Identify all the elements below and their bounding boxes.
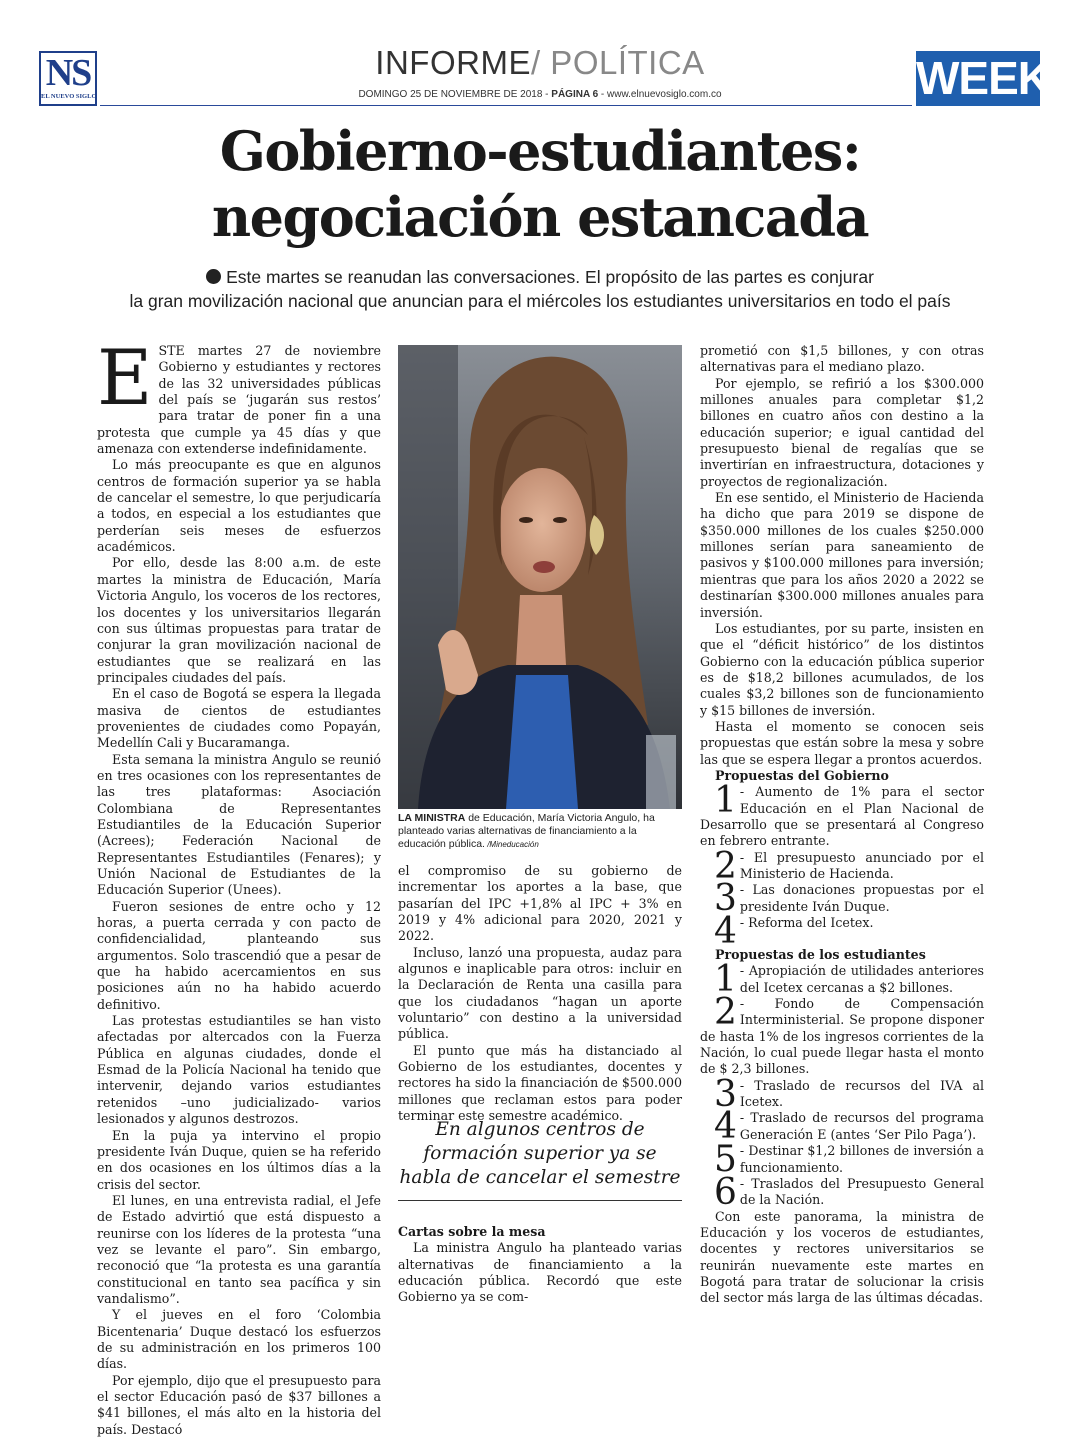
column-3 — [700, 343, 984, 1307]
item-text: - Fondo de Compensación Interministerial. Se propone disponer de hasta 1% de los ingresos corrientes de la Nación, lo cual puede llegar hasta el monto de $ 2,3 billones. — [700, 996, 984, 1077]
list-item — [700, 845, 984, 887]
caption-text: de Educación, María Victoria Angulo, ha planteado varias alternativas de financiamiento a la educación pública. — [398, 812, 655, 850]
student-proposals-list — [700, 959, 984, 1213]
section-subname: / POLÍTICA — [530, 44, 705, 81]
paragraph: En ese sentido, el Ministerio de Hacienda ha dicho que para 2019 se dispone de $350.000 millones de los cuales $250.000 millones serían para saneamiento de pasivos y $100.000 millones para inversión; mientras que para los años 2020 a 2022 se destinarían $300.000 millones anuales para inversión. — [700, 490, 984, 620]
item-text: - Traslados del Presupuesto General de la Nación. — [739, 1175, 984, 1208]
column-2 — [398, 863, 682, 1125]
item-text: - Las donaciones propuestas por el presidente Iván Duque. — [739, 882, 984, 914]
list-item — [700, 1073, 984, 1115]
bullet-dot-icon — [206, 269, 221, 284]
masthead-rule — [100, 105, 912, 106]
item-number: 4 — [714, 1106, 737, 1148]
item-number: 3 — [714, 1073, 737, 1115]
list-item — [700, 1106, 984, 1148]
caption-lead: LA MINISTRA — [398, 812, 466, 824]
dek-line-1: Este martes se reanudan las conversaciones. El propósito de las partes es conjurar — [226, 267, 874, 287]
item-text: - El presupuesto anunciado por el Ministerio de Hacienda. — [739, 849, 984, 881]
section-name: INFORME — [375, 44, 531, 81]
item-text: - Traslado de recursos del programa Generación E (antes ‘Ser Pilo Paga’). — [739, 1110, 984, 1142]
paragraph: El punto que más ha distanciado al Gobierno de los estudiantes, docentes y rectores ha sido la financiación de $500.000 millones que reclaman estos para poder terminar este semestre académico. — [398, 1042, 682, 1124]
item-number: 1 — [714, 780, 737, 822]
logo-ns-name: EL NUEVO SIGLO — [41, 93, 97, 100]
lead-paragraph — [97, 333, 381, 457]
list-item — [700, 911, 984, 953]
column-1 — [97, 333, 381, 1438]
paragraph: prometió con $1,5 billones, y con otras alternativas para el mediano plazo. — [700, 343, 984, 375]
list-item — [700, 1171, 984, 1213]
paragraph: En la puja ya intervino el propio presidente Iván Duque, quien se ha referido en dos ocasiones en los últimos días a la crisis del sector. — [97, 1127, 381, 1192]
paragraph: Y el jueves en el foro ‘Colombia Bicentenaria’ Duque destacó los esfuerzos de su administración en los primeros 100 días. — [97, 1307, 381, 1372]
paragraph: Las protestas estudiantiles se han visto afectadas por altercados con la Fuerza Pública en algunas ciudades, donde el Esmad de la Policía Nacional ha tenido que intervenir, dejando varios estudiantes retenidos –uno judicializado- varios lesionados y algunos destrozos. — [97, 1013, 381, 1127]
paragraph: Por ejemplo, se refirió a los $300.000 millones anuales para completar $1,2 billones en cuatro años con destino a la educación superior; e igual cantidad del presupuesto bienal de regalías que se invertirían en infraestructura, dotaciones y proyectos de regionalización. — [700, 375, 984, 489]
item-number: 4 — [714, 911, 737, 953]
item-number: 2 — [714, 845, 737, 887]
paragraph: Por ejemplo, dijo que el presupuesto para el sector Educación pasó de $37 billones a $41 billones, el más alto en la historia del país. Destacó — [97, 1372, 381, 1437]
government-proposals-list — [700, 780, 984, 953]
week-logo[interactable]: WEEK — [916, 52, 1050, 104]
paragraph: Incluso, lanzó una propuesta, audaz para algunos e inaplicable para otros: incluir en la Declaración de Renta una casilla para que los ciudadanos “hagan un aporte voluntario” con destino a la universidad pública. — [398, 944, 682, 1042]
government-proposals-title: Propuestas del Gobierno — [715, 767, 889, 783]
pull-quote: En algunos centros de formación superior ya se habla de cancelar el semestre — [398, 1118, 682, 1201]
dek-line-2: la gran movilización nacional que anuncian para el miércoles los estudiantes universitarios en todo el país — [129, 291, 951, 311]
student-proposals-title: Propuestas de los estudiantes — [715, 947, 926, 963]
item-text: - Reforma del Icetex. — [739, 915, 874, 931]
photo-caption — [398, 812, 682, 851]
list-item — [700, 878, 984, 920]
headline-line-1: Gobierno-estudiantes: — [219, 119, 861, 183]
item-number: 5 — [714, 1139, 737, 1181]
article-dek — [80, 265, 1000, 313]
item-text: - Destinar $1,2 billones de inversión a funcionamiento. — [739, 1143, 984, 1175]
paragraph: El lunes, en una entrevista radial, el Jefe de Estado advirtió que está dispuesto a reunirse con los líderes de la protesta “una vez se levante el paro”. Sin embargo, reconoció que “la protesta es una garantía constitucional en tanto sea pacífica y sin vandalismo”. — [97, 1192, 381, 1306]
drop-cap: E — [97, 333, 153, 422]
lead-text: STE martes 27 de noviembre Gobierno y estudiantes y rectores de las 32 universidades públicas del país se ‘jugarán sus restos’ para tratar de poner fin a una protesta que cumple ya 45 días y que amenaza con extenderse indefinidamente. — [97, 343, 381, 457]
item-text: - Traslado de recursos del IVA al Icetex. — [739, 1077, 984, 1110]
paragraph: Fueron sesiones de entre ocho y 12 horas, a puerta cerrada y con pacto de confidencialidad, planteando sus argumentos. Solo trascendió que a pesar de que ha habido acercamientos en sus posiciones aún no ha habido acuerdo definitivo. — [97, 898, 381, 1012]
list-item — [700, 992, 984, 1078]
paragraph: Hasta el momento se conocen seis propuestas que están sobre la mesa y sobre las que se espera llegar a prontos acuerdos. — [700, 718, 984, 767]
paragraph: En el caso de Bogotá se espera la llegada masiva de cientos de estudiantes provenientes de ciudades como Popayán, Medellín Cali y Bucaramanga. — [97, 686, 381, 751]
minister-portrait-image — [398, 345, 682, 809]
section-heading — [200, 44, 880, 82]
paragraph: Lo más preocupante es que en algunos centros de formación superior ya se habla de cancelar el semestre, lo que perjudicaría a todos, en especial a los estudiantes que perderían seis meses de esfuerzos académicos. — [97, 457, 381, 555]
paragraph: Los estudiantes, por su parte, insisten en que el “déficit histórico” de los distintos Gobierno con la educación pública superior es de $18,2 billones acumulados, de los cuales $3,2 billones son de funcionamiento y $15 billones de inversión. — [700, 620, 984, 718]
paragraph: Esta semana la ministra Angulo se reunió en tres ocasiones con los representantes de las tres plataformas: Asociación Colombiana de Representantes Estudiantiles de la Educación Superior (Acrees); Federación Nacional de Representantes Estudiantiles (Fenares); y Unión Nacional de Estudiantes de la Educación Superior (Unees). — [97, 751, 381, 898]
paragraph: La ministra Angulo ha planteado varias alternativas de financiamiento a la educación pública. Recordó que este Gobierno ya se com- — [398, 1240, 682, 1305]
item-number: 6 — [714, 1171, 737, 1213]
list-item — [700, 959, 984, 1001]
minister-photo — [398, 345, 682, 809]
paragraph: Por ello, desde las 8:00 a.m. de este martes la ministra de Educación, María Victoria Angulo, los voceros de los rectores, los docentes y los universitarios llegarán con sus últimas propuestas para tratar de conjurar la gran movilización nacional de estudiantes que se realizará en las principales ciudades del país. — [97, 555, 381, 685]
closing-paragraph: Con este panorama, la ministra de Educación y los voceros de estudiantes, docentes y rectores universitarios se reunirán nuevamente este martes en Bogotá para tratar de solucionar la crisis del sector más larga de las últimas décadas. — [700, 1208, 984, 1306]
article-headline — [100, 118, 980, 250]
paragraph: el compromiso de su gobierno de incrementar los aportes a la base, que pasarían del IPC +1,8% al IPC + 3% en 2019 y 4% adicional para 2020, 2021 y 2022. — [398, 863, 682, 944]
subhead-cartas: Cartas sobre la mesa — [398, 1224, 546, 1239]
list-item — [700, 780, 984, 849]
dateline — [200, 89, 880, 100]
item-text: - Aumento de 1% para el sector Educación en el Plan Nacional de Desarrollo que se presentará al Congreso en febrero entrante. — [700, 784, 984, 849]
column-2-bottom — [398, 1224, 682, 1306]
site-url[interactable]: - www.elnuevosiglo.com.co — [598, 89, 722, 100]
item-number: 3 — [714, 878, 737, 920]
headline-line-2: negociación estancada — [211, 185, 869, 249]
item-text: - Apropiación de utilidades anteriores del Icetex cercanas a $2 billones. — [739, 963, 984, 995]
item-number: 2 — [714, 992, 737, 1034]
el-nuevo-siglo-logo[interactable] — [39, 51, 97, 106]
date-text: DOMINGO 25 DE NOVIEMBRE DE 2018 - — [358, 89, 552, 100]
photo-credit: /Mineducación — [484, 840, 539, 849]
list-item — [700, 1139, 984, 1181]
item-number: 1 — [714, 959, 737, 1001]
page-number: PÁGINA 6 — [551, 89, 599, 100]
logo-ns-letters: NS — [45, 52, 91, 94]
